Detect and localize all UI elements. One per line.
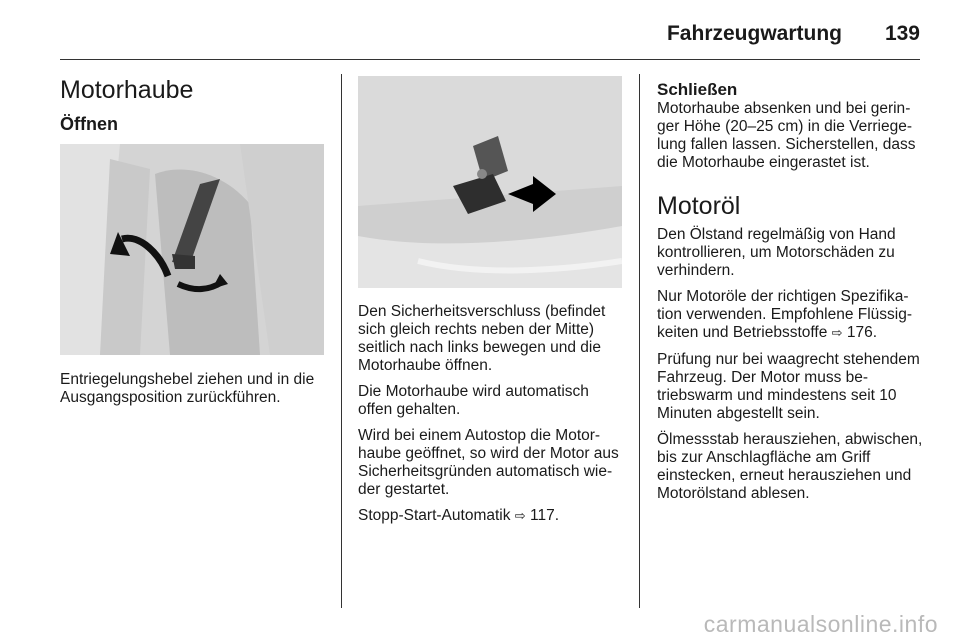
paragraph-held-open: Die Motorhaube wird automatisch offen gehalten. xyxy=(358,383,589,418)
column-3 xyxy=(657,80,923,511)
heading-schliessen: Schließen xyxy=(657,80,738,99)
paragraph-dipstick: Ölmessstab herausziehen, abwischen, bis zur Anschlagfläche am Griff einstecken, erneut herausziehen und Motorölstand ablesen. xyxy=(657,431,923,502)
paragraph-safety-catch: Den Sicherheitsverschluss (befindet sich gleich rechts neben der Mitte) seitlich nach links bewegen und die Motorhaube öffnen. xyxy=(358,303,606,374)
column-divider-1 xyxy=(341,74,342,608)
reference-page: 117. xyxy=(530,507,560,524)
column-2 xyxy=(358,303,626,534)
header-rule xyxy=(60,59,920,60)
oil-spec-page: 176. xyxy=(846,324,878,341)
caption-text: Entriegelungshebel ziehen und in die Ausgangsposition zurückführen. xyxy=(60,371,315,406)
subheading-oeffnen: Öffnen xyxy=(60,114,118,134)
page-reference-icon: ⇨ xyxy=(514,509,526,524)
watermark: carmanualsonline.info xyxy=(703,611,938,637)
heading-motorhaube: Motorhaube xyxy=(60,76,194,104)
paragraph-stop-start-ref xyxy=(358,507,626,526)
paragraph-oil-spec xyxy=(657,288,923,343)
section-title: Fahrzeugwartung xyxy=(666,22,842,45)
caption-block xyxy=(60,371,326,415)
reference-text: Stopp-Start-Automatik xyxy=(358,507,511,524)
oil-spec-text: Nur Motoröle der richtigen Spezifikation verwenden. Empfohlene Flüssigkeiten und Betriebsstoffe xyxy=(657,288,913,341)
paragraph-oil-check: Den Ölstand regelmäßig von Hand kontrollieren, um Motorschäden zu verhindern. xyxy=(657,226,896,279)
page-header xyxy=(0,0,960,60)
page-reference-icon: ⇨ xyxy=(831,326,843,341)
paragraph-autostop: Wird bei einem Autostop die Motorhaube geöffnet, so wird der Motor aus Sicherheitsgründen automatisch wieder gestartet. xyxy=(358,427,619,498)
figure-safety-catch xyxy=(358,76,622,288)
column-divider-2 xyxy=(639,74,640,608)
column-1 xyxy=(60,76,326,135)
page-number: 139 xyxy=(884,22,920,45)
heading-motoroel: Motoröl xyxy=(657,192,741,220)
paragraph-closing: Motorhaube absenken und bei geringer Höhe (20–25 cm) in die Verriegelung fallen lassen. Sicherstellen, dass die Motorhaube eingerastet ist. xyxy=(657,100,916,171)
figure-release-lever xyxy=(60,144,324,355)
paragraph-oil-condition: Prüfung nur bei waagrecht stehendem Fahrzeug. Der Motor muss betriebswarm und mindestens seit 10 Minuten abgestellt sein. xyxy=(657,351,920,422)
